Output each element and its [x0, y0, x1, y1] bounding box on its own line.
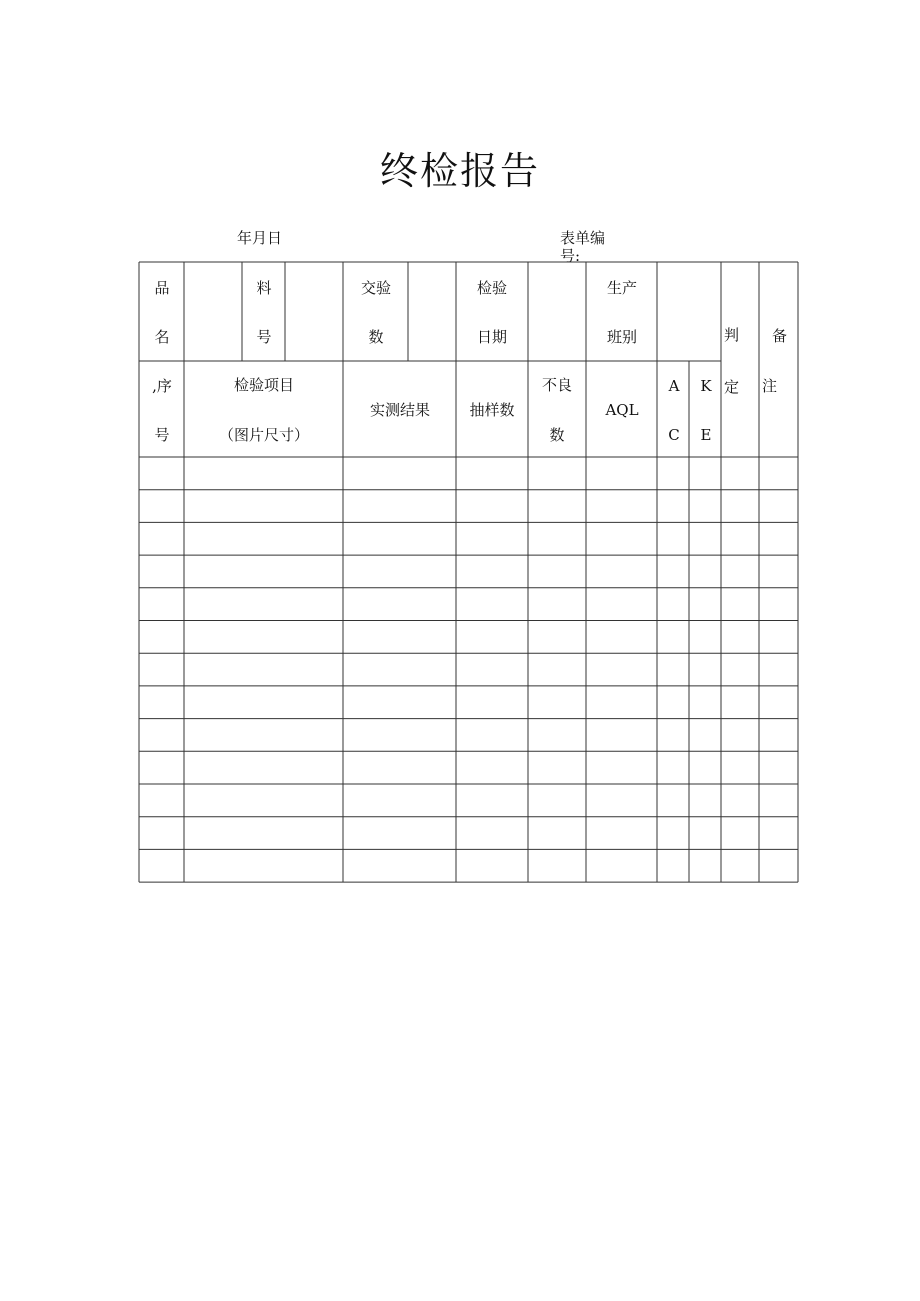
- table-cell[interactable]: [344, 589, 455, 620]
- table-cell[interactable]: [140, 654, 183, 685]
- ke-label-b: E: [700, 426, 712, 444]
- table-cell[interactable]: [344, 523, 455, 554]
- table-cell[interactable]: [690, 622, 720, 653]
- table-cell[interactable]: [587, 850, 656, 881]
- table-cell[interactable]: [185, 785, 342, 816]
- form-number-label: 表单编号:: [560, 229, 606, 265]
- table-cell[interactable]: [658, 622, 688, 653]
- table-cell[interactable]: [690, 491, 720, 522]
- table-cell[interactable]: [140, 818, 183, 849]
- table-cell[interactable]: [722, 491, 758, 522]
- table-cell[interactable]: [722, 458, 758, 489]
- defect-qty-label-a: 不良: [541, 376, 573, 394]
- table-cell[interactable]: [722, 752, 758, 783]
- table-cell[interactable]: [140, 752, 183, 783]
- table-cell[interactable]: [457, 589, 527, 620]
- table-cell[interactable]: [529, 458, 585, 489]
- table-cell[interactable]: [457, 491, 527, 522]
- product-name-label-a: 品: [154, 279, 170, 297]
- table-cell[interactable]: [690, 720, 720, 751]
- table-cell[interactable]: [140, 523, 183, 554]
- table-cell[interactable]: [140, 556, 183, 587]
- table-cell[interactable]: [658, 687, 688, 718]
- table-cell[interactable]: [457, 654, 527, 685]
- table-cell[interactable]: [722, 654, 758, 685]
- table-cell[interactable]: [690, 850, 720, 881]
- table-cell[interactable]: [690, 785, 720, 816]
- table-cell[interactable]: [344, 458, 455, 489]
- ac-label-a: A: [668, 377, 680, 395]
- table-cell[interactable]: [690, 556, 720, 587]
- table-cell[interactable]: [658, 785, 688, 816]
- delivery-qty-label-a: 交验: [360, 279, 392, 297]
- table-cell[interactable]: [140, 622, 183, 653]
- remark-label-a: 备: [772, 327, 788, 345]
- table-cell[interactable]: [140, 785, 183, 816]
- table-cell[interactable]: [529, 523, 585, 554]
- table-cell[interactable]: [760, 491, 797, 522]
- table-cell[interactable]: [457, 785, 527, 816]
- table-cell[interactable]: [658, 458, 688, 489]
- table-cell[interactable]: [760, 458, 797, 489]
- table-cell[interactable]: [344, 622, 455, 653]
- table-cell[interactable]: [587, 785, 656, 816]
- table-cell[interactable]: [185, 589, 342, 620]
- table-cell[interactable]: [140, 491, 183, 522]
- aql-label: AQL: [605, 401, 639, 419]
- table-cell[interactable]: [760, 850, 797, 881]
- table-cell[interactable]: [529, 589, 585, 620]
- table-cell[interactable]: [658, 589, 688, 620]
- judge-label-b: 定: [724, 378, 740, 396]
- table-cell[interactable]: [185, 818, 342, 849]
- table-cell[interactable]: [344, 785, 455, 816]
- table-cell[interactable]: [529, 687, 585, 718]
- measured-result-label: 实测结果: [369, 401, 431, 419]
- table-cell[interactable]: [690, 654, 720, 685]
- table-cell[interactable]: [140, 589, 183, 620]
- table-cell[interactable]: [344, 850, 455, 881]
- table-cell[interactable]: [457, 523, 527, 554]
- table-cell[interactable]: [529, 622, 585, 653]
- table-cell[interactable]: [760, 818, 797, 849]
- table-cell[interactable]: [690, 687, 720, 718]
- table-cell[interactable]: [140, 850, 183, 881]
- table-cell[interactable]: [760, 687, 797, 718]
- table-cell[interactable]: [587, 523, 656, 554]
- table-cell[interactable]: [722, 589, 758, 620]
- table-cell[interactable]: [760, 556, 797, 587]
- table-cell[interactable]: [344, 491, 455, 522]
- judge-label-a: 判: [724, 326, 740, 344]
- remark-label-b: 注: [762, 377, 778, 395]
- table-cell[interactable]: [140, 458, 183, 489]
- table-cell[interactable]: [658, 556, 688, 587]
- table-cell[interactable]: [722, 687, 758, 718]
- table-cell[interactable]: [185, 752, 342, 783]
- table-cell[interactable]: [185, 458, 342, 489]
- inspect-item-label-b: （图片尺寸）: [218, 426, 310, 444]
- ke-label-a: K: [700, 377, 712, 395]
- seq-label-a: ,序: [152, 377, 172, 395]
- delivery-qty-label-b: 数: [368, 328, 384, 346]
- table-cell[interactable]: [658, 720, 688, 751]
- material-no-label-a: 料: [256, 279, 272, 297]
- table-cell[interactable]: [344, 556, 455, 587]
- table-cell[interactable]: [587, 654, 656, 685]
- table-cell[interactable]: [722, 523, 758, 554]
- table-cell[interactable]: [185, 622, 342, 653]
- table-cell[interactable]: [457, 687, 527, 718]
- table-cell[interactable]: [185, 720, 342, 751]
- table-cell[interactable]: [140, 687, 183, 718]
- table-cell[interactable]: [722, 818, 758, 849]
- table-cell[interactable]: [457, 622, 527, 653]
- table-cell[interactable]: [344, 720, 455, 751]
- table-cell[interactable]: [185, 491, 342, 522]
- ac-label-b: C: [668, 426, 680, 444]
- table-cell[interactable]: [457, 818, 527, 849]
- seq-label-b: 号: [154, 426, 170, 444]
- material-no-label-b: 号: [256, 328, 272, 346]
- table-cell[interactable]: [722, 785, 758, 816]
- table-cell[interactable]: [690, 589, 720, 620]
- table-cell[interactable]: [760, 654, 797, 685]
- table-cell[interactable]: [690, 818, 720, 849]
- table-cell[interactable]: [185, 850, 342, 881]
- inspect-date-label-b: 日期: [476, 328, 508, 346]
- table-cell[interactable]: [185, 556, 342, 587]
- table-cell[interactable]: [690, 752, 720, 783]
- table-cell[interactable]: [529, 556, 585, 587]
- table-cell[interactable]: [344, 654, 455, 685]
- table-cell[interactable]: [658, 491, 688, 522]
- page-title: 终检报告: [379, 149, 540, 193]
- table-cell[interactable]: [658, 752, 688, 783]
- table-cell[interactable]: [457, 850, 527, 881]
- table-cell[interactable]: [185, 523, 342, 554]
- table-cell[interactable]: [658, 654, 688, 685]
- table-cell[interactable]: [722, 556, 758, 587]
- date-label: 年月日: [237, 229, 283, 247]
- table-cell[interactable]: [722, 850, 758, 881]
- table-cell[interactable]: [760, 785, 797, 816]
- table-cell[interactable]: [587, 752, 656, 783]
- inspect-item-label-a: 检验项目: [233, 376, 295, 394]
- table-cell[interactable]: [760, 752, 797, 783]
- table-cell[interactable]: [529, 654, 585, 685]
- table-cell[interactable]: [457, 556, 527, 587]
- table-cell[interactable]: [722, 622, 758, 653]
- table-cell[interactable]: [760, 622, 797, 653]
- defect-qty-label-b: 数: [549, 426, 565, 444]
- table-cell[interactable]: [587, 622, 656, 653]
- table-cell[interactable]: [760, 523, 797, 554]
- table-cell[interactable]: [529, 850, 585, 881]
- table-cell[interactable]: [587, 458, 656, 489]
- table-cell[interactable]: [529, 818, 585, 849]
- table-cell[interactable]: [185, 687, 342, 718]
- table-cell[interactable]: [722, 720, 758, 751]
- shift-label-a: 生产: [606, 279, 638, 297]
- table-cell[interactable]: [760, 720, 797, 751]
- table-cell[interactable]: [529, 491, 585, 522]
- product-name-label-b: 名: [154, 328, 170, 346]
- table-cell[interactable]: [587, 818, 656, 849]
- table-cell[interactable]: [529, 785, 585, 816]
- table-cell[interactable]: [344, 818, 455, 849]
- table-cell[interactable]: [690, 458, 720, 489]
- table-cell[interactable]: [344, 687, 455, 718]
- table-cell[interactable]: [658, 818, 688, 849]
- table-cell[interactable]: [457, 458, 527, 489]
- table-cell[interactable]: [457, 752, 527, 783]
- shift-label-b: 班别: [606, 328, 638, 346]
- table-cell[interactable]: [587, 720, 656, 751]
- table-cell[interactable]: [587, 491, 656, 522]
- sample-qty-label: 抽样数: [469, 401, 515, 419]
- table-cell[interactable]: [760, 589, 797, 620]
- table-cell[interactable]: [587, 687, 656, 718]
- table-cell[interactable]: [185, 654, 342, 685]
- table-cell[interactable]: [658, 523, 688, 554]
- inspect-date-label-a: 检验: [476, 279, 508, 297]
- table-cell[interactable]: [344, 752, 455, 783]
- table-cell[interactable]: [658, 850, 688, 881]
- table-cell[interactable]: [690, 523, 720, 554]
- table-cell[interactable]: [529, 720, 585, 751]
- table-cell[interactable]: [140, 720, 183, 751]
- table-cell[interactable]: [529, 752, 585, 783]
- table-cell[interactable]: [587, 589, 656, 620]
- table-cell[interactable]: [587, 556, 656, 587]
- table-cell[interactable]: [457, 720, 527, 751]
